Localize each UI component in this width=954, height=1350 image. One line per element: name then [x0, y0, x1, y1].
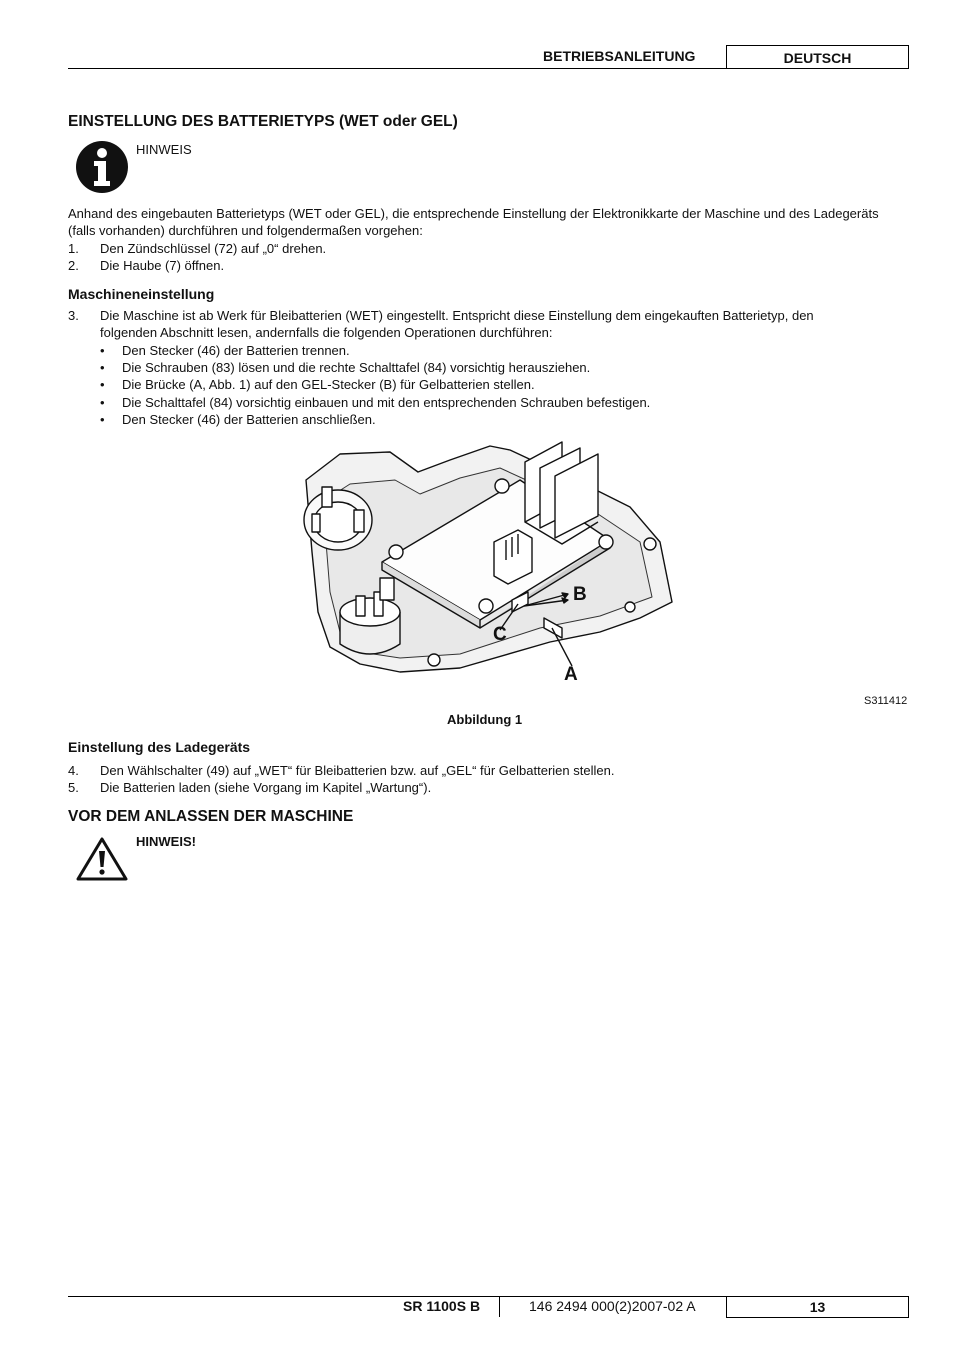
- section-title-before-start: VOR DEM ANLASSEN DER MASCHINE: [68, 808, 354, 825]
- step-text: Den Wählschalter (49) auf „WET“ für Bleibatterien bzw. auf „GEL“ für Gelbatterien stellen.: [100, 763, 615, 778]
- intro-paragraph: Anhand des eingebauten Batterietyps (WET oder GEL), die entsprechende Einstellung der Elektronikkarte der Maschine und des Ladegeräts (falls vorhanden) durchführen und folgendermaßen vorgehen:: [68, 206, 879, 238]
- figure-label-a: A: [564, 664, 578, 685]
- step-number: 3.: [68, 308, 79, 323]
- bullet-text: Den Stecker (46) der Batterien anschließen.: [122, 412, 376, 427]
- step-text-line-2: folgenden Abschnitt lesen, andernfalls die folgenden Operationen durchführen:: [100, 325, 553, 340]
- header-rule: [68, 68, 726, 69]
- step-number: 2.: [68, 258, 79, 273]
- footer-rule: [68, 1296, 726, 1297]
- figure-label-b: B: [573, 584, 587, 605]
- footer-divider: [499, 1297, 500, 1317]
- manual-title: BETRIEBSANLEITUNG: [543, 48, 696, 64]
- bullet-item: [68, 376, 908, 393]
- footer-model: SR 1100S B: [403, 1298, 481, 1314]
- charger-settings-heading: Einstellung des Ladegeräts: [68, 739, 251, 755]
- bullet-item: [68, 394, 908, 411]
- step-text: Den Zündschlüssel (72) auf „0“ drehen.: [100, 241, 327, 256]
- language-box: DEUTSCH: [726, 45, 909, 69]
- step-5: [68, 779, 908, 796]
- page-number-box: 13: [726, 1296, 909, 1318]
- bullet-item: [68, 359, 908, 376]
- step-4: [68, 762, 908, 779]
- footer-doc-number: 146 2494 000(2)2007-02 A: [529, 1298, 696, 1314]
- bullet-item: [68, 342, 908, 359]
- bullet-text: Die Brücke (A, Abb. 1) auf den GEL-Stecker (B) für Gelbatterien stellen.: [122, 377, 535, 392]
- bullet-symbol: •: [100, 395, 105, 410]
- step-text: Die Haube (7) öffnen.: [100, 258, 225, 273]
- step-number: 1.: [68, 241, 79, 256]
- step-1: [68, 240, 908, 257]
- bullet-symbol: •: [100, 343, 105, 358]
- figure-code: S311412: [864, 695, 908, 707]
- bullet-symbol: •: [100, 360, 105, 375]
- bullet-text: Den Stecker (46) der Batterien trennen.: [122, 343, 350, 358]
- bullet-text: Die Schalttafel (84) vorsichtig einbauen und mit den entsprechenden Schrauben befestigen.: [122, 395, 651, 410]
- warning-icon: [76, 836, 128, 882]
- notice-label: HINWEIS: [136, 142, 192, 157]
- step-number: 4.: [68, 763, 79, 778]
- step-2: [68, 257, 908, 274]
- figure-caption: Abbildung 1: [447, 712, 523, 727]
- step-text-line-1: Die Maschine ist ab Werk für Bleibatterien (WET) eingestellt. Entspricht diese Einstellung dem eingekauften Batterietyp, den: [100, 308, 814, 323]
- step-text: Die Batterien laden (siehe Vorgang im Kapitel „Wartung“).: [100, 780, 432, 795]
- machine-settings-heading: Maschineneinstellung: [68, 286, 215, 302]
- figure-1-illustration: [300, 432, 680, 690]
- step-3: [68, 307, 908, 341]
- bullet-symbol: •: [100, 412, 105, 427]
- info-icon: [76, 141, 128, 193]
- bullet-item: [68, 411, 908, 428]
- step-number: 5.: [68, 780, 79, 795]
- warning-label: HINWEIS!: [136, 834, 196, 849]
- section-title-battery-type: EINSTELLUNG DES BATTERIETYPS (WET oder GEL): [68, 113, 458, 130]
- figure-label-c: C: [493, 624, 507, 645]
- bullet-symbol: •: [100, 377, 105, 392]
- bullet-text: Die Schrauben (83) lösen und die rechte Schalttafel (84) vorsichtig herausziehen.: [122, 360, 591, 375]
